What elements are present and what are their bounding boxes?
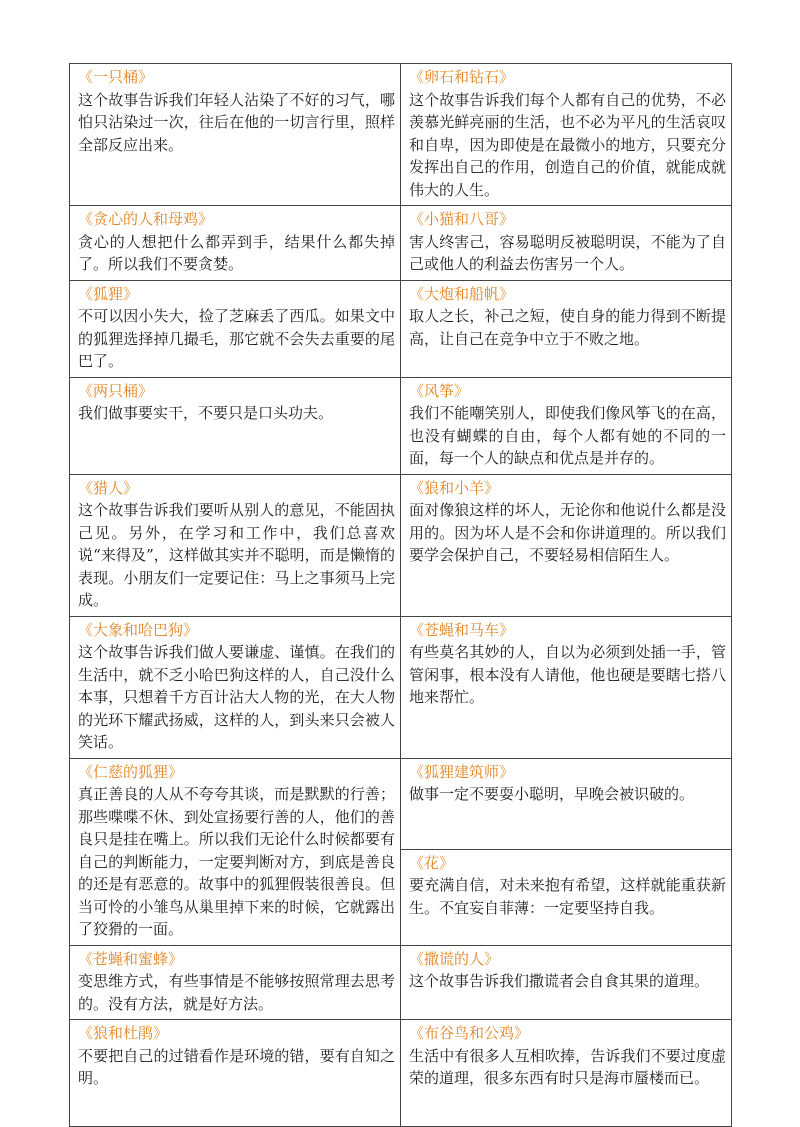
fable-moral: 真正善良的人从不夸夸其谈，而是默默的行善；那些喋喋不休、到处宣扬要行善的人，他们的善良只是挂在嘴上。所以我们无论什么时候都要有自己的判断能力，一定要判断对方，到底是善良的还是有恶意的。故事中的狐狸假装很善良。但当可怜的小雏鸟从巢里掉下来的时候，它就露出了狡猾的一面。 (78, 785, 395, 938)
fable-cell (70, 758, 401, 945)
fable-title: 《苍蝇和马车》 (409, 620, 515, 639)
fable-title: 《大象和哈巴狗》 (78, 620, 199, 639)
fable-cell (401, 1020, 732, 1127)
fable-title: 《狐狸》 (78, 284, 139, 303)
fable-moral: 这个故事告诉我们每个人都有自己的优势，不必羡慕光鲜亮丽的生活，也不必为平凡的生活哀叹和自卑，因为即使是在最微小的地方，只要充分发挥出自己的作用，创造自己的价值，就能成就伟大的人生。 (409, 90, 726, 199)
fable-cell (401, 474, 732, 616)
fable-cell (70, 474, 401, 616)
fable-moral: 不可以因小失大，捡了芝麻丢了西瓜。如果文中的狐狸选择掉几撮毛，那它就不会失去重要的尾巴了。 (78, 307, 395, 370)
fable-title: 《狼和杜鹃》 (78, 1024, 169, 1042)
fable-title: 《一只桶》 (78, 68, 154, 86)
table-row (70, 945, 732, 1020)
fable-moral: 生活中有很多人互相吹捧，告诉我们不要过度虚荣的道理，很多东西有时只是海市蜃楼而已。 (409, 1046, 726, 1087)
fable-title: 《猎人》 (78, 478, 139, 497)
table-row (70, 206, 732, 281)
fable-cell (70, 1020, 401, 1127)
fable-moral: 这个故事告诉我们年轻人沾染了不好的习气，哪怕只沾染过一次，往后在他的一切言行里，照样全部反应出来。 (78, 90, 395, 154)
fable-moral: 这个故事告诉我们要听从别人的意见，不能固执己见。另外，在学习和工作中，我们总喜欢说“来得及”，这样做其实并不聪明，而是懒惰的表现。小朋友们一定要记住：马上之事须马上完成。 (78, 501, 395, 609)
table-row (70, 1020, 732, 1127)
fable-moral: 贪心的人想把什么都弄到手，结果什么都失掉了。所以我们不要贪婪。 (78, 232, 395, 273)
fable-title: 《狼和小羊》 (409, 478, 500, 497)
fable-moral: 面对像狼这样的坏人，无论你和他说什么都是没用的。因为坏人是不会和你讲道理的。所以我们要学会保护自己，不要轻易相信陌生人。 (409, 501, 726, 564)
fable-cell (70, 64, 401, 206)
fable-moral: 害人终害己，容易聪明反被聪明误，不能为了自己或他人的利益去伤害另一个人。 (409, 232, 726, 273)
document-page (69, 63, 731, 1127)
fable-cell (70, 616, 401, 758)
fable-moral: 取人之长，补己之短，使自身的能力得到不断提高，让自己在竞争中立于不败之地。 (409, 307, 726, 348)
fable-moral: 这个故事告诉我们做人要谦虚、谨慎。在我们的生活中，就不乏小哈巴狗这样的人，自己没什么本事，只想着千方百计沾大人物的光，在大人物的光环下耀武扬威，这样的人，到头来只会被人笑话。 (78, 643, 395, 751)
table-row (70, 64, 732, 206)
table-row (70, 758, 732, 849)
fable-title: 《狐狸建筑师》 (409, 762, 515, 781)
fable-cell (401, 206, 732, 281)
fable-table (69, 63, 732, 1127)
fable-cell (401, 377, 732, 474)
table-row (70, 474, 732, 616)
fable-moral: 做事一定不要耍小聪明，早晚会被识破的。 (409, 785, 695, 803)
fable-title: 《贪心的人和母鸡》 (78, 210, 214, 228)
fable-moral: 要充满自信，对未来抱有希望，这样就能重获新生。不宜妄自菲薄：一定要坚持自我。 (409, 876, 726, 917)
fable-title: 《撒谎的人》 (409, 949, 500, 968)
fable-title: 《布谷鸟和公鸡》 (409, 1024, 530, 1042)
fable-moral: 有些莫名其妙的人，自以为必须到处插一手，管管闲事，根本没有人请他，他也硬是要瞎七搭八地来帮忙。 (409, 643, 726, 706)
fable-cell (401, 616, 732, 758)
fable-moral: 我们做事要实干，不要只是口头功夫。 (78, 404, 334, 422)
table-row (70, 616, 732, 758)
fable-cell (401, 758, 732, 849)
fable-moral: 我们不能嘲笑别人，即使我们像风筝飞的在高，也没有蝴蝶的自由，每个人都有她的不同的一面，每一个人的缺点和优点是并存的。 (409, 404, 726, 467)
fable-moral: 这个故事告诉我们撒谎者会自食其果的道理。 (409, 972, 710, 990)
fable-title: 《小猫和八哥》 (409, 210, 515, 228)
fable-title: 《花》 (409, 853, 455, 872)
fable-title: 《大炮和船帆》 (409, 284, 515, 303)
fable-cell (401, 945, 732, 1020)
fable-cell (70, 377, 401, 474)
fable-cell (401, 849, 732, 945)
fable-cell (401, 64, 732, 206)
fable-title: 《仁慈的狐狸》 (78, 762, 184, 781)
fable-moral: 变思维方式，有些事情是不能够按照常理去思考的。没有方法，就是好方法。 (78, 972, 395, 1013)
fable-cell (70, 945, 401, 1020)
fable-title: 《卵石和钻石》 (409, 68, 515, 86)
table-row (70, 280, 732, 377)
fable-title: 《苍蝇和蜜蜂》 (78, 949, 184, 968)
fable-cell (401, 280, 732, 377)
fable-moral: 不要把自己的过错看作是环境的错，要有自知之明。 (78, 1046, 395, 1087)
fable-title: 《风筝》 (409, 381, 470, 400)
fable-title: 《两只桶》 (78, 381, 154, 400)
fable-cell (70, 280, 401, 377)
table-row (70, 377, 732, 474)
fable-cell (70, 206, 401, 281)
